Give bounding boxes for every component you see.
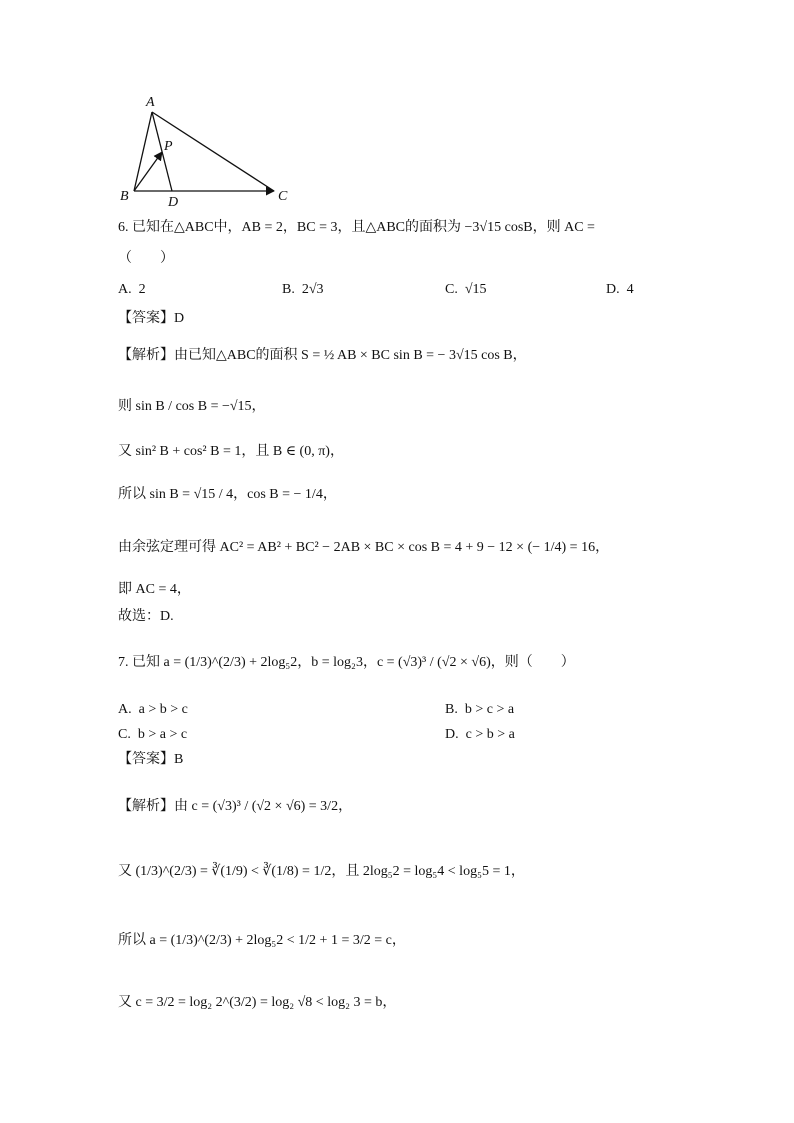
q7-analysis-line: 又 c = 3/2 = log₂ 2^(3/2) = log₂ √8 < log₂ 3 = b，	[118, 995, 397, 1010]
q6-option-a-text: 2	[138, 282, 146, 297]
q6-stem: 6. 已知在△ABC中，AB = 2，BC = 3，且△ABC的面积为 −3√15 cosB，则 AC =	[118, 220, 595, 235]
q7-option-b-label: B.	[445, 702, 458, 717]
q7-option-d-label: D.	[445, 727, 459, 742]
q6-option-b	[282, 283, 324, 297]
q7-option-c	[118, 728, 187, 742]
q7-option-d-text: c > b > a	[465, 727, 515, 742]
q6-option-c-label: C.	[445, 282, 458, 297]
q6-analysis-line: 又 sin² B + cos² B = 1，且 B ∈ (0, π)，	[118, 444, 344, 459]
q6-option-b-label: B.	[282, 282, 295, 297]
q7-option-a	[118, 703, 188, 717]
q6-option-b-text: 2√3	[301, 282, 324, 297]
q7-option-c-label: C.	[118, 727, 131, 742]
q6-option-c-text: √15	[464, 282, 487, 297]
q7-answer: 【答案】B	[118, 752, 184, 767]
q6-analysis-line: 则 sin B / cos B = −√15，	[118, 399, 266, 414]
q6-analysis-line: 所以 sin B = √15 / 4，cos B = − 1/4，	[118, 487, 337, 502]
q7-option-a-text: a > b > c	[138, 702, 188, 717]
q7-option-b	[445, 703, 514, 717]
q6-option-c	[445, 283, 487, 297]
q7-option-b-text: b > c > a	[464, 702, 515, 717]
q6-analysis-line: 【解析】由已知△ABC的面积 S = ½ AB × BC sin B = − 3√15 cos B，	[118, 348, 527, 363]
q6-paren: （ ）	[118, 251, 174, 266]
label-d: D	[168, 195, 179, 210]
q6-option-d	[606, 283, 634, 297]
q7-option-c-text: b > a > c	[137, 727, 188, 742]
q7-analysis-line: 所以 a = (1/3)^(2/3) + 2log₅2 < 1/2 + 1 = 3/2 = c，	[118, 933, 406, 948]
q6-option-a	[118, 283, 146, 297]
q6-option-d-text: 4	[626, 282, 634, 297]
q6-analysis-line: 故选：D.	[118, 609, 174, 624]
label-p: P	[164, 139, 173, 154]
q7-analysis-line: 又 (1/3)^(2/3) = ∛(1/9) < ∛(1/8) = 1/2，且 2log₅2 = log₅4 < log₅5 = 1，	[118, 864, 525, 879]
q6-option-a-label: A.	[118, 282, 132, 297]
q6-analysis-line: 由余弦定理可得 AC² = AB² + BC² − 2AB × BC × cos B = 4 + 9 − 12 × (− 1/4) = 16，	[118, 540, 610, 555]
label-c: C	[278, 189, 288, 204]
q7-option-a-label: A.	[118, 702, 132, 717]
q7-analysis-line: 【解析】由 c = (√3)³ / (√2 × √6) = 3/2，	[118, 799, 353, 814]
q7-option-d	[445, 728, 515, 742]
label-a: A	[146, 95, 155, 110]
q6-analysis-line: 即 AC = 4，	[118, 582, 191, 597]
q7-stem: 7. 已知 a = (1/3)^(2/3) + 2log₅2，b = log₂3，c = (√3)³ / (√2 × √6)，则（ ）	[118, 655, 575, 670]
triangle-figure	[112, 92, 312, 212]
q6-option-d-label: D.	[606, 282, 620, 297]
q6-answer: 【答案】D	[118, 311, 185, 326]
label-b: B	[120, 189, 129, 204]
